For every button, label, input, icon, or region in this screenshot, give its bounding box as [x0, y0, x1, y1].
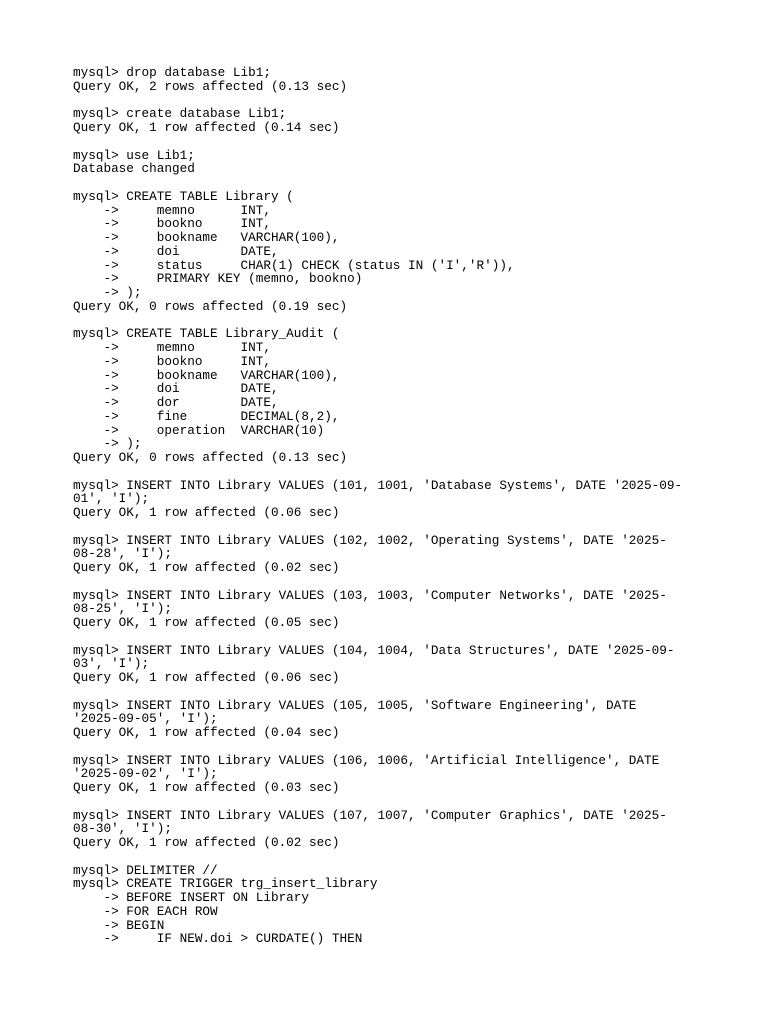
continuation-line: -> BEFORE INSERT ON Library	[73, 890, 310, 905]
result-line: Query OK, 0 rows affected (0.19 sec)	[73, 298, 348, 314]
blank-line	[73, 740, 713, 754]
result-line: Query OK, 1 row affected (0.03 sec)	[73, 780, 340, 795]
result-line: Query OK, 1 row affected (0.06 sec)	[73, 670, 340, 685]
output-line: 01', 'I');	[73, 491, 150, 507]
result-line: Database changed	[73, 161, 195, 177]
result-line: Query OK, 2 rows affected (0.13 sec)	[73, 78, 348, 94]
continuation-line: -> memno INT,	[73, 340, 271, 355]
blank-line	[73, 520, 713, 534]
continuation-line: -> fine DECIMAL(8,2),	[73, 408, 340, 424]
output-line: '2025-09-05', 'I');	[73, 711, 218, 727]
command-line: mysql> INSERT INTO Library VALUES (105, 1005, 'Software Engineering', DATE	[73, 697, 637, 713]
result-line: Query OK, 0 rows affected (0.13 sec)	[73, 450, 348, 465]
command-line: mysql> use Lib1;	[73, 147, 195, 163]
continuation-line: -> doi DATE,	[73, 243, 279, 259]
blank-line	[73, 94, 713, 108]
continuation-line: -> bookno INT,	[73, 353, 271, 369]
command-line: mysql> CREATE TRIGGER trg_insert_library	[73, 876, 378, 892]
result-line: Query OK, 1 row affected (0.14 sec)	[73, 120, 340, 135]
blank-line	[73, 685, 713, 699]
command-line: mysql> create database Lib1;	[73, 106, 287, 122]
continuation-line: -> );	[73, 436, 142, 452]
continuation-line: -> PRIMARY KEY (memno, bookno)	[73, 271, 363, 287]
result-line: Query OK, 1 row affected (0.06 sec)	[73, 505, 340, 520]
continuation-line: -> BEGIN	[73, 917, 165, 933]
continuation-line: -> dor DATE,	[73, 395, 279, 410]
command-line: mysql> DELIMITER //	[73, 862, 218, 878]
command-line: mysql> INSERT INTO Library VALUES (102, 1002, 'Operating Systems', DATE '2025-	[73, 532, 667, 548]
continuation-line: -> doi DATE,	[73, 381, 279, 397]
mysql-console-transcript	[73, 66, 713, 946]
continuation-line: -> memno INT,	[73, 202, 271, 218]
command-line: mysql> INSERT INTO Library VALUES (101, 1001, 'Database Systems', DATE '2025-09-	[73, 477, 683, 493]
command-line: mysql> drop database Lib1;	[73, 65, 271, 80]
command-line: mysql> CREATE TABLE Library (	[73, 188, 294, 204]
continuation-line: -> );	[73, 285, 142, 300]
output-line: 08-30', 'I');	[73, 821, 172, 837]
blank-line	[73, 135, 713, 149]
blank-line	[73, 575, 713, 589]
result-line: Query OK, 1 row affected (0.04 sec)	[73, 725, 340, 740]
blank-line	[73, 850, 713, 864]
command-line: mysql> INSERT INTO Library VALUES (103, 1003, 'Computer Networks', DATE '2025-	[73, 587, 667, 603]
continuation-line: -> FOR EACH ROW	[73, 903, 218, 919]
continuation-line: -> operation VARCHAR(10)	[73, 422, 325, 438]
continuation-line: -> bookno INT,	[73, 216, 271, 232]
command-line: mysql> INSERT INTO Library VALUES (106, 1006, 'Artificial Intelligence', DATE	[73, 752, 660, 768]
continuation-line: -> status CHAR(1) CHECK (status IN ('I','R')),	[73, 257, 515, 273]
result-line: Query OK, 1 row affected (0.02 sec)	[73, 835, 340, 850]
result-line: Query OK, 1 row affected (0.02 sec)	[73, 560, 340, 575]
result-line: Query OK, 1 row affected (0.05 sec)	[73, 615, 340, 630]
blank-line	[73, 465, 713, 479]
output-line: '2025-09-02', 'I');	[73, 766, 218, 782]
continuation-line: -> IF NEW.doi > CURDATE() THEN	[73, 931, 363, 947]
continuation-line: -> bookname VARCHAR(100),	[73, 367, 340, 383]
command-line: mysql> CREATE TABLE Library_Audit (	[73, 326, 340, 342]
blank-line	[73, 314, 713, 328]
output-line: 08-25', 'I');	[73, 601, 172, 617]
output-line: 08-28', 'I');	[73, 546, 172, 562]
command-line: mysql> INSERT INTO Library VALUES (107, 1007, 'Computer Graphics', DATE '2025-	[73, 807, 667, 823]
output-line: 03', 'I');	[73, 656, 150, 672]
blank-line	[73, 795, 713, 809]
continuation-line: -> bookname VARCHAR(100),	[73, 230, 340, 245]
command-line: mysql> INSERT INTO Library VALUES (104, 1004, 'Data Structures', DATE '2025-09-	[73, 642, 675, 658]
blank-line	[73, 630, 713, 644]
blank-line	[73, 176, 713, 190]
